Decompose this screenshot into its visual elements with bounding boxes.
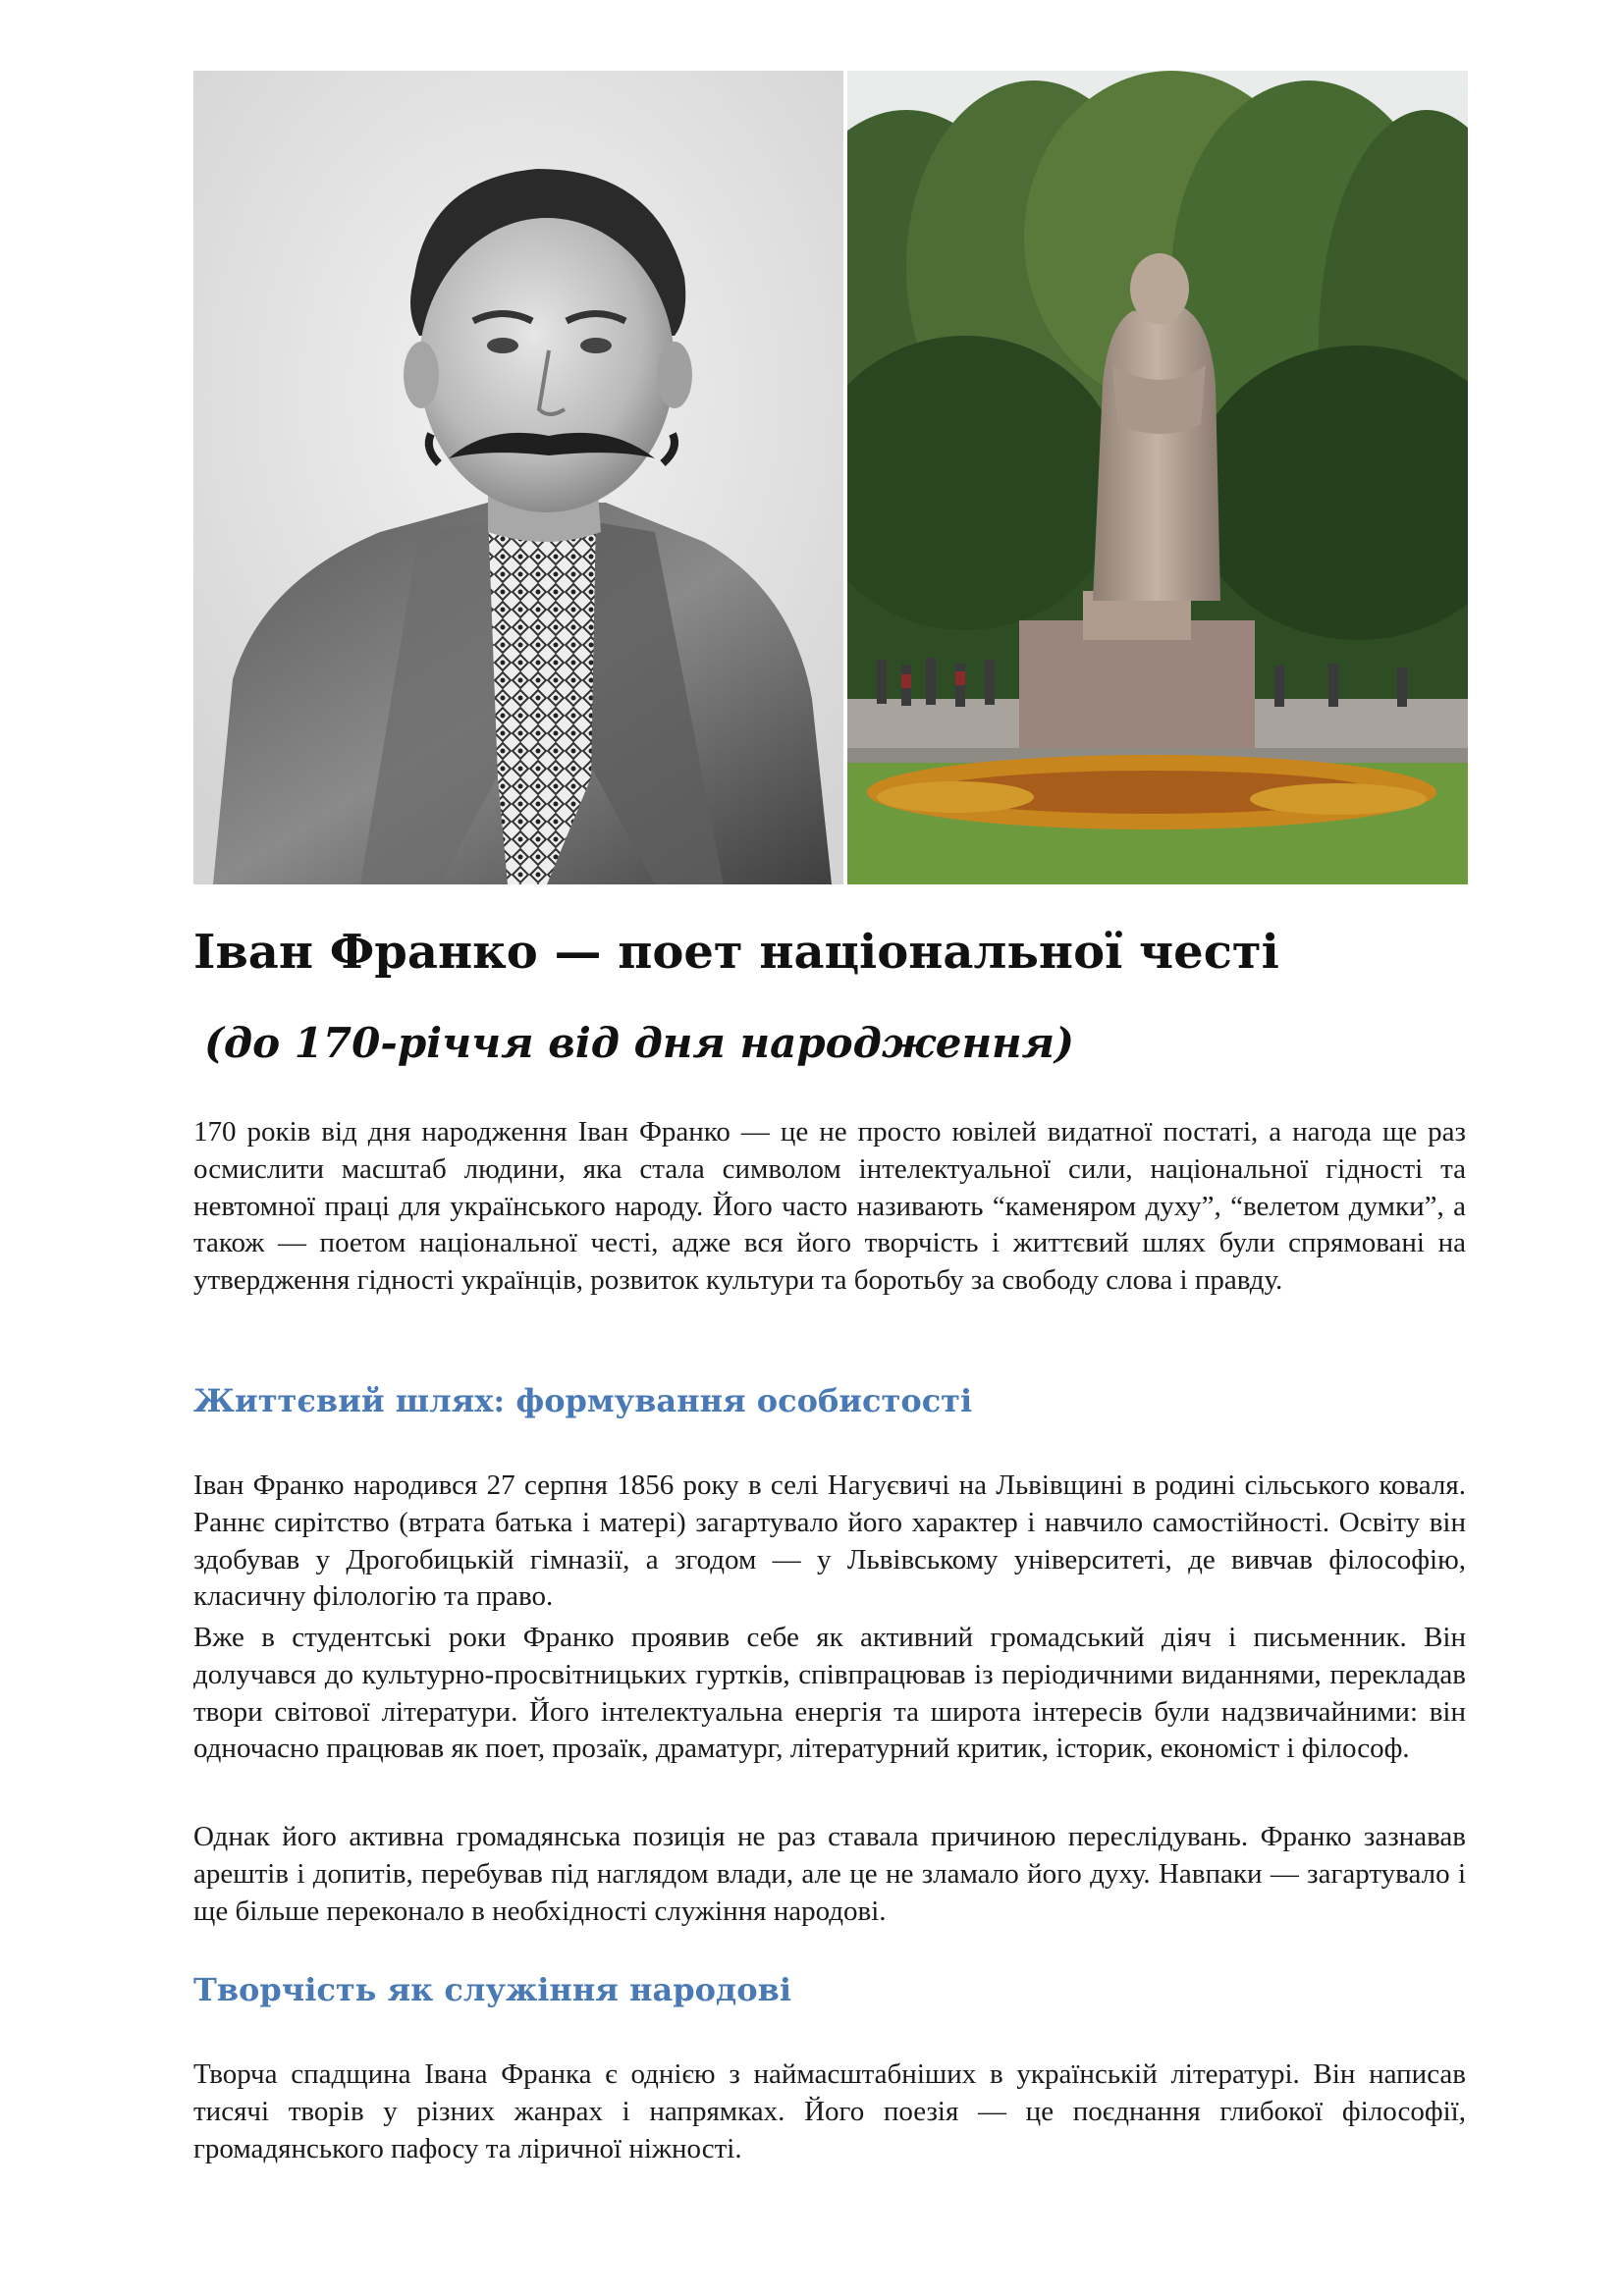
article-title: Іван Франко — поет національної честі bbox=[193, 925, 1279, 980]
monument-illustration bbox=[847, 71, 1468, 884]
section-heading-life-path: Життєвий шлях: формування особистості bbox=[193, 1382, 973, 1419]
paragraph-birth-education: Іван Франко народився 27 серпня 1856 року в селі Нагуєвичі на Львівщині в родині сільського коваля. Раннє сирітство (втрата батька і матері) загартувало його характер і навчило самостійності. Освіту він здобував у Дрогобицькій гімназії, а згодом — у Львівському університеті, де вивчав філософію, класичну філологію та право. bbox=[193, 1469, 1466, 1613]
section-heading-creative-work: Творчість як служіння народові bbox=[193, 1971, 791, 2008]
portrait-illustration bbox=[193, 71, 843, 884]
paragraph-persecution: Однак його активна громадянська позиція не раз ставала причиною переслідувань. Франко зазнавав арештів і допитів, перебував під наглядом влади, але це не зламало його духу. Навпаки — загартувало і ще більше переконало в необхідності служіння народові. bbox=[193, 1821, 1466, 1927]
monument-photo bbox=[847, 71, 1468, 884]
portrait-photo bbox=[193, 71, 843, 884]
article-subtitle: (до 170-річчя від дня народження) bbox=[204, 1019, 1074, 1067]
intro-paragraph: 170 років від дня народження Іван Франко — це не просто ювілей видатної постаті, а нагода ще раз осмислити масштаб людини, яка стала символом інтелектуальної сили, національної гідності та невтомної праці для українського народу. Його часто називають “каменяром духу”, “велетом думки”, а також — поетом національної честі, адже вся його творчість і життєвий шлях були спрямовані на утвердження гідності українців, розвиток культури та боротьбу за свободу слова і правду. bbox=[193, 1116, 1466, 1297]
header-figures bbox=[193, 71, 1468, 884]
paragraph-creative-legacy: Творча спадщина Івана Франка є однією з наймасштабніших в українській літературі. Він написав тисячі творів у різних жанрах і напрямках. Його поезія — це поєднання глибокої філософії, громадянського пафосу та ліричної ніжності. bbox=[193, 2058, 1466, 2164]
paragraph-student-years: Вже в студентські роки Франко проявив себе як активний громадський діяч і письменник. Він долучався до культурно-просвітницьких гуртків, співпрацював із періодичними виданнями, перекладав твори світової літератури. Його інтелектуальна енергія та широта інтересів були надзвичайними: він одночасно працював як поет, прозаїк, драматург, літературний критик, історик, економіст і філософ. bbox=[193, 1622, 1466, 1765]
